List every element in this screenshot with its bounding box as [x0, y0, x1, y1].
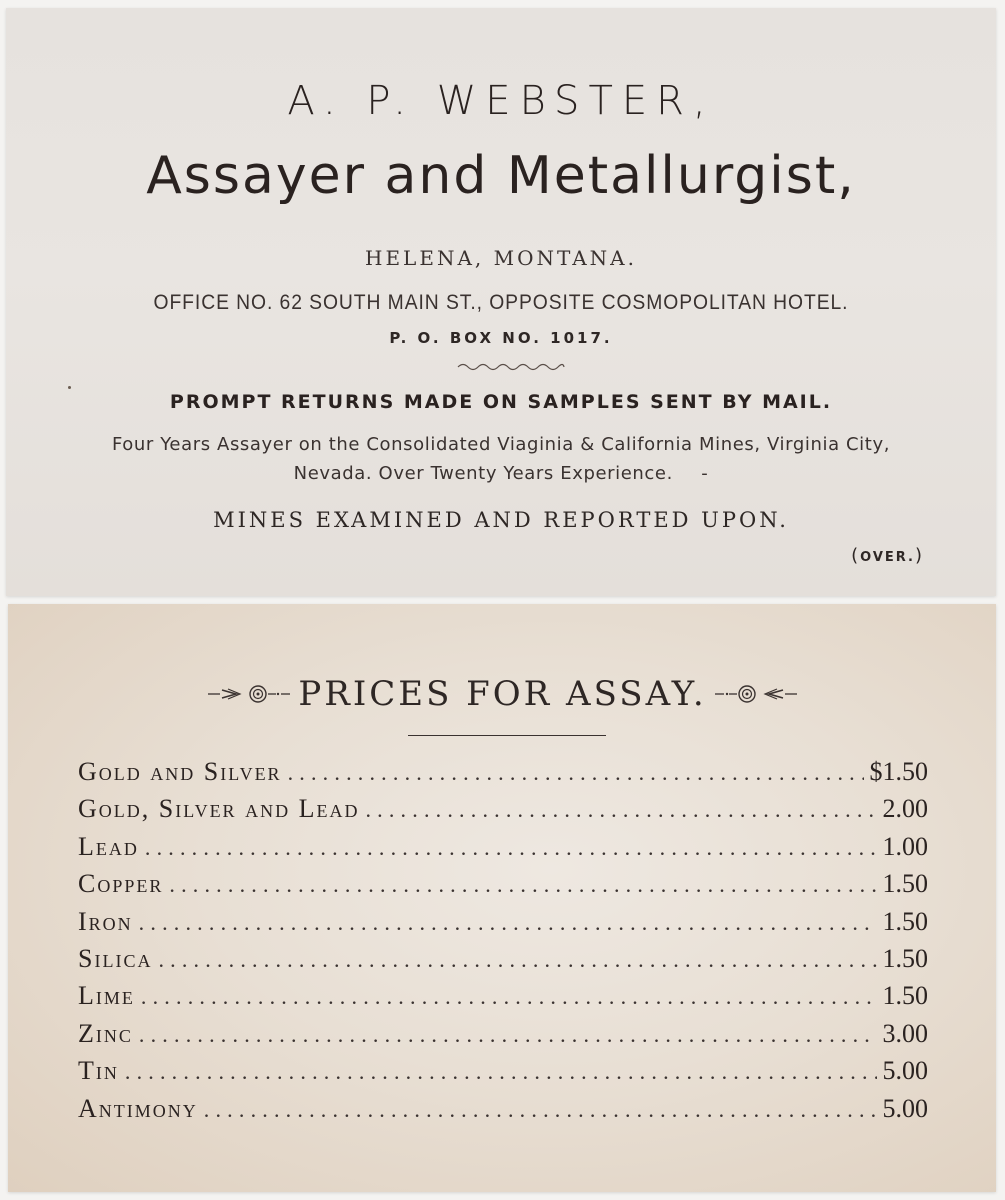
assay-price: 3.00	[882, 1018, 928, 1048]
office-address: OFFICE NO. 62 SOUTH MAIN ST., OPPOSITE COSMOPOLITAN HOTEL.	[153, 291, 849, 314]
assay-item: Zinc	[78, 1018, 133, 1048]
right-flourish-icon	[711, 684, 799, 704]
price-row	[78, 832, 928, 869]
assay-item: Lead	[78, 831, 139, 861]
over-note: (OVER.)	[851, 545, 924, 566]
price-row	[78, 944, 928, 981]
assay-price: 1.00	[882, 831, 928, 861]
dot-leader	[139, 1022, 877, 1048]
assay-price: 1.50	[882, 869, 928, 899]
assay-price: 1.50	[882, 943, 928, 973]
assay-price: 1.50	[882, 981, 928, 1011]
dot-leader	[158, 947, 876, 973]
dot-leader	[288, 760, 864, 786]
assay-item: Tin	[78, 1056, 119, 1086]
prices-heading-row	[0, 672, 1005, 716]
profession-title: Assayer and Metallurgist,	[146, 146, 856, 206]
assay-price: 5.00	[882, 1056, 928, 1086]
assay-item: Iron	[78, 906, 133, 936]
dot-leader	[125, 1059, 877, 1085]
dot-leader	[141, 984, 877, 1010]
assay-item: Antimony	[78, 1093, 198, 1123]
prices-heading: PRICES FOR ASSAY.	[298, 674, 707, 714]
business-card-front	[6, 8, 996, 596]
assay-item: Copper	[78, 869, 164, 899]
assay-price: 2.00	[882, 794, 928, 824]
assay-item: Gold, Silver and Lead	[78, 794, 360, 824]
dot-leader	[169, 872, 876, 898]
assay-item: Lime	[78, 981, 135, 1011]
assay-item: Silica	[78, 943, 153, 973]
city-line: HELENA, MONTANA.	[365, 246, 637, 270]
price-row	[78, 907, 928, 944]
experience-line-1: Four Years Assayer on the Consolidated Viaginia & California Mines, Virginia City,	[111, 434, 891, 455]
price-row	[78, 1056, 928, 1093]
proprietor-name: A. P. WEBSTER,	[287, 78, 715, 124]
price-row	[78, 757, 928, 794]
wave-ornament-icon	[456, 361, 566, 373]
dot-leader	[365, 797, 876, 823]
dot-leader	[204, 1097, 877, 1123]
assay-item: Gold and Silver	[78, 757, 282, 786]
experience-line-2-text: Nevada. Over Twenty Years Experience.	[293, 463, 673, 484]
paper-speck-icon	[68, 386, 71, 389]
price-row	[78, 981, 928, 1018]
assay-price: 1.50	[882, 906, 928, 936]
assay-price: $1.50	[869, 757, 928, 786]
price-row	[78, 1094, 928, 1131]
po-box: P. O. BOX NO. 1017.	[389, 329, 613, 347]
heading-divider	[408, 735, 606, 736]
decorative-dash-icon: -	[701, 463, 709, 484]
price-row	[78, 794, 928, 831]
dot-leader	[139, 910, 877, 936]
prompt-returns-notice: PROMPT RETURNS MADE ON SAMPLES SENT BY MAIL.	[169, 391, 833, 413]
dot-leader	[145, 835, 877, 861]
assay-price: 5.00	[882, 1093, 928, 1123]
left-flourish-icon	[206, 684, 294, 704]
price-row	[78, 1019, 928, 1056]
experience-line-2	[6, 463, 996, 484]
price-list	[78, 757, 928, 1131]
mines-examined-line: MINES EXAMINED AND REPORTED UPON.	[213, 508, 789, 532]
over-note-text: OVER.	[860, 550, 915, 565]
price-row	[78, 869, 928, 906]
